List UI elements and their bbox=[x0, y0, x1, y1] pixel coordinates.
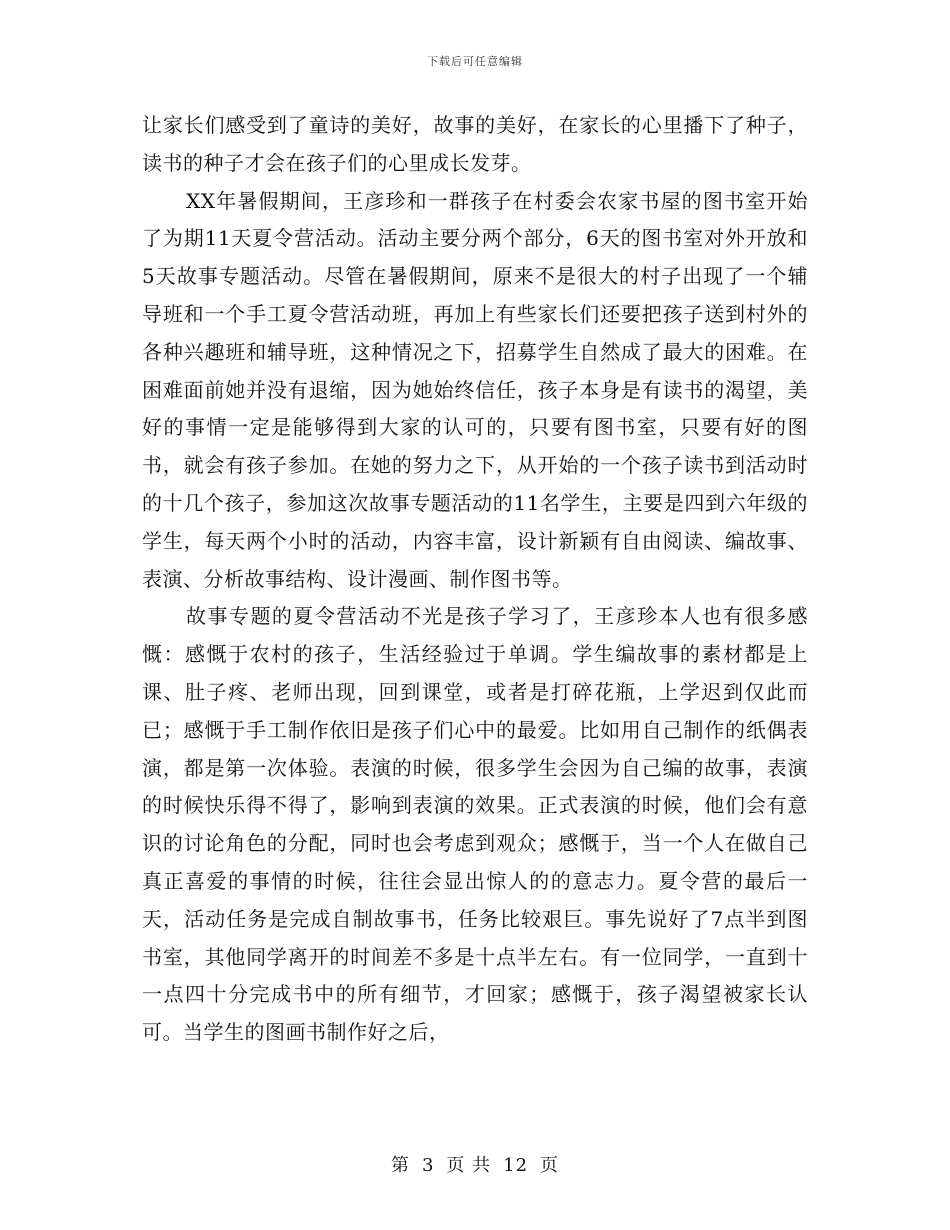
footer-middle: 页 共 bbox=[446, 1155, 492, 1176]
document-body bbox=[142, 107, 808, 1052]
paragraph-1: 让家长们感受到了童诗的美好，故事的美好，在家长的心里播下了种子，读书的种子才会在孩子们的心里成长发芽。 bbox=[142, 113, 808, 175]
paragraph-2: XX年暑假期间，王彦珍和一群孩子在村委会农家书屋的图书室开始了为期11天夏令营活动。活动主要分两个部分，6天的图书室对外开放和5天故事专题活动。尽管在暑假期间，原来不是很大的村子出现了一个辅导班和一个手工夏令营活动班，再加上有些家长们还要把孩子送到村外的各种兴趣班和辅导班，这种情况之下，招募学生自然成了最大的困难。在困难面前她并没有退缩，因为她始终信任，孩子本身是有读书的渴望，美好的事情一定是能够得到大家的认可的，只要有图书室，只要有好的图书，就会有孩子参加。在她的努力之下，从开始的一个孩子读书到活动时的十几个孩子，参加这次故事专题活动的11名学生，主要是四到六年级的学生，每天两个小时的活动，内容丰富，设计新颖有自由阅读、编故事、表演、分析故事结构、设计漫画、制作图书等。 bbox=[142, 188, 808, 591]
footer-suffix: 页 bbox=[540, 1155, 560, 1176]
footer-prefix: 第 bbox=[390, 1155, 410, 1176]
header-note: 下载后可任意编辑 bbox=[427, 55, 523, 68]
page-footer bbox=[0, 1151, 950, 1177]
current-page-number: 3 bbox=[421, 1155, 435, 1176]
total-pages-number: 12 bbox=[503, 1155, 529, 1176]
paragraph-3: 故事专题的夏令营活动不光是孩子学习了，王彦珍本人也有很多感慨：感慨于农村的孩子，生活经验过于单调。学生编故事的素材都是上课、肚子疼、老师出现，回到课堂，或者是打碎花瓶，上学迟到仅此而已；感慨于手工制作依旧是孩子们心中的最爱。比如用自己制作的纸偶表演，都是第一次体验。表演的时候，很多学生会因为自己编的故事，表演的时候快乐得不得了，影响到表演的效果。正式表演的时候，他们会有意识的讨论角色的分配，同时也会考虑到观众；感慨于，当一个人在做自己真正喜爱的事情的时候，往往会显出惊人的的意志力。夏令营的最后一天，活动任务是完成自制故事书，任务比较艰巨。事先说好了7点半到图书室，其他同学离开的时间差不多是十点半左右。有一位同学，一直到十一点四十分完成书中的所有细节，才回家；感慨于，孩子渴望被家长认可。当学生的图画书制作好之后， bbox=[142, 604, 808, 1045]
